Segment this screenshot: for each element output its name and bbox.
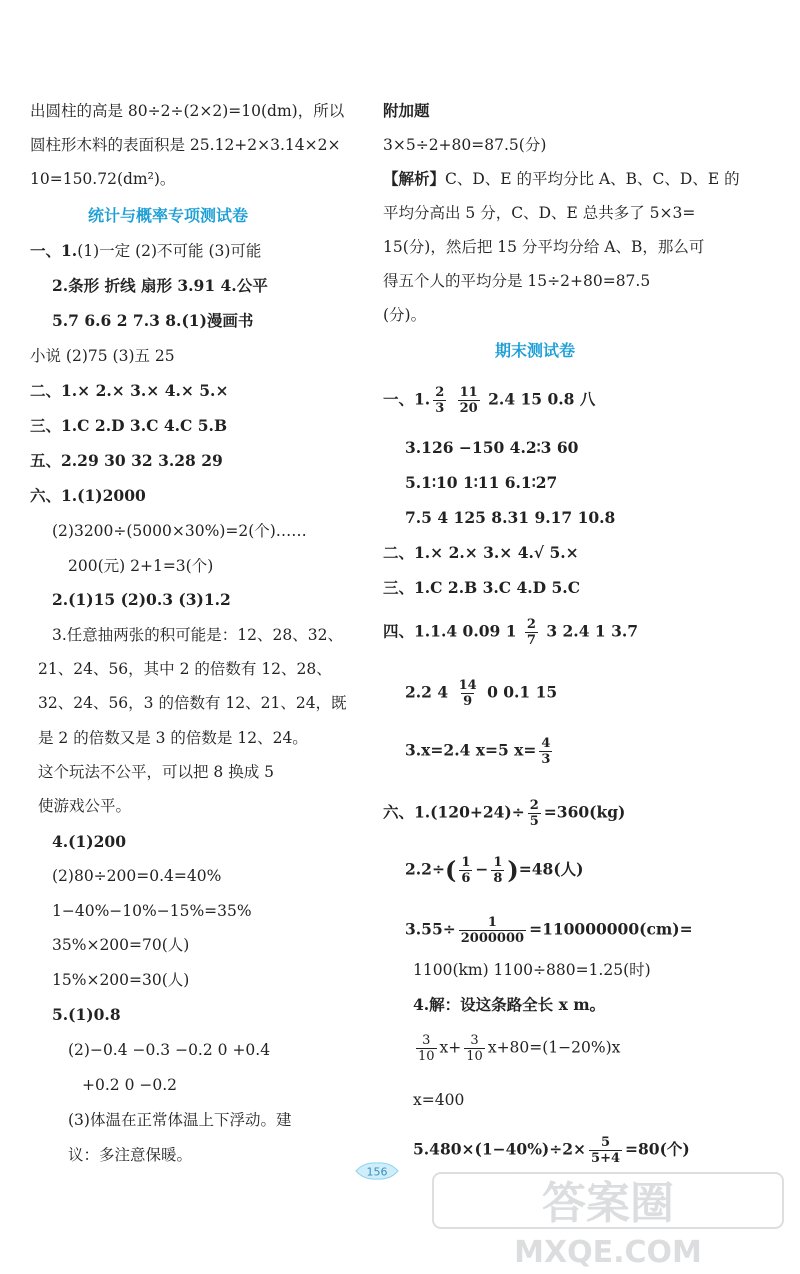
text-line [413,1135,690,1166]
text-line: (2)80÷200=0.4=40% [52,867,222,885]
fraction [457,678,479,709]
text-line: 三、1.C 2.D 3.C 4.C 5.B [30,416,228,435]
fraction-numerator: 1 [487,915,497,930]
text-line: 21、24、56，其中 2 的倍数有 12、28、 [38,660,332,678]
text-line: 议：多注意保暖。 [68,1146,193,1164]
text-line: 5.7 6.6 2 7.3 8.(1)漫画书 [52,311,254,330]
paren-open: ( [444,855,457,885]
item-text: =80(个) [625,1139,690,1159]
text-line: 这个玩法不公平，可以把 8 换成 5 [38,763,275,781]
item-text: 六、1.(120+24)÷ [383,802,525,822]
item-text: 2.2÷ [405,859,445,879]
text-line [383,385,595,416]
text-line: 使游戏公平。 [38,797,132,815]
text-line: x=400 [413,1091,465,1109]
item-text: x+80=(1−20%)x [487,1038,621,1057]
fraction [416,1033,437,1064]
text-line: 4.解：设这条路全长 x m。 [413,995,606,1014]
text-line: 小说 (2)75 (3)五 25 [30,347,175,365]
text-line: 7.5 4 125 8.31 9.17 10.8 [405,508,616,527]
text-line: 15%×200=30(人) [52,971,190,989]
page-number-badge [354,1160,400,1182]
text-line: 3×5÷2+80=87.5(分) [383,136,547,154]
text-line: 五、2.29 30 32 3.28 29 [30,451,223,470]
fraction [464,1033,485,1064]
text-line [405,678,557,709]
fraction [589,1135,622,1166]
text-line: 六、1.(1)2000 [30,486,146,505]
fraction-numerator: 5 [601,1135,611,1150]
item-text: 3.55÷ [405,919,456,939]
text-line: 1100(km) 1100÷880=1.25(时) [413,961,651,979]
fraction-numerator: 11 [459,385,478,400]
text-line [405,736,555,767]
fraction [459,855,472,886]
fraction [491,855,504,886]
item-text: C、D、E 的平均分比 A、B、C、D、E 的 [445,170,740,188]
item-text: x+ [439,1038,462,1057]
text-line: 200(元) 2+1=3(个) [68,557,214,575]
text-line [405,855,584,886]
text-line: 35%×200=70(人) [52,936,190,954]
text-line [30,240,261,262]
text-line: 2.(1)15 (2)0.3 (3)1.2 [52,590,231,609]
watermark-text: 答案圈 [542,1178,674,1229]
fraction-denominator: 8 [493,871,503,886]
item-text: 3 2.4 1 3.7 [546,621,639,641]
fraction [459,915,526,946]
item-text: 3.x=2.4 x=5 x= [405,740,537,760]
operator: − [475,859,489,879]
fraction [525,617,538,648]
text-line: 1−40%−10%−15%=35% [52,902,252,920]
text-line: 二、1.× 2.× 3.× 4.√ 5.× [383,543,579,562]
item-text: 2.2 4 [405,682,449,702]
text-line: 5.1∶10 1∶11 6.1∶27 [405,473,558,492]
fraction-denominator: 3 [435,401,445,416]
item-text: 四、1.1.4 0.09 1 [383,621,517,641]
text-line: (3)体温在正常体温上下浮动。建 [68,1111,292,1129]
text-line: (分)。 [383,306,427,324]
text-line: 出圆柱的高是 80÷2÷(2×2)=10(dm)，所以 [30,102,345,120]
fraction-numerator: 14 [458,678,477,693]
fraction-numerator: 3 [422,1033,431,1048]
item-text: =360(kg) [543,802,626,822]
fraction-denominator: 5 [529,814,539,829]
fraction [528,798,541,829]
section-title: 期末测试卷 [495,341,576,360]
fraction-denominator: 10 [466,1049,483,1064]
item-text: (1)一定 (2)不可能 (3)可能 [77,242,262,260]
text-line [383,168,740,190]
item-text: =110000000(cm)= [529,919,693,939]
item-text: 2.4 15 0.8 八 [488,389,596,409]
text-line: 4.(1)200 [52,832,126,851]
fraction-numerator: 2 [529,798,539,813]
text-line: 是 2 的倍数又是 3 的倍数是 12、24。 [38,729,308,747]
fraction-numerator: 3 [470,1033,479,1048]
watermark-logo [433,1173,783,1268]
text-line: (2)3200÷(5000×30%)=2(个)…… [52,522,307,540]
text-line: 5.(1)0.8 [52,1005,121,1024]
fraction [433,385,446,416]
text-line: 10=150.72(dm²)。 [30,170,176,188]
fraction-denominator: 9 [463,694,473,709]
analysis-label: 【解析】 [383,169,446,188]
text-line: 得五个人的平均分是 15÷2+80=87.5 [383,272,651,290]
page-number: 156 [366,1165,388,1179]
fraction [539,736,552,767]
fraction-denominator: 2000000 [460,931,525,946]
fraction-numerator: 1 [493,855,503,870]
fraction [458,385,480,416]
text-line [413,1033,620,1064]
section-title: 统计与概率专项测试卷 [88,206,249,225]
fraction-denominator: 6 [461,871,471,886]
fraction-denominator: 3 [541,752,551,767]
text-line [383,798,625,829]
item-label: 一、1. [30,241,78,260]
text-line: 三、1.C 2.B 3.C 4.D 5.C [383,578,581,597]
fraction-numerator: 2 [435,385,445,400]
fraction-denominator: 5+4 [591,1151,621,1166]
fraction-numerator: 2 [526,617,536,632]
text-line: 2.条形 折线 扇形 3.91 4.公平 [52,276,268,295]
fraction-denominator: 10 [418,1049,435,1064]
fraction-numerator: 1 [461,855,471,870]
section-heading: 附加题 [383,101,430,120]
text-line: 平均分高出 5 分，C、D、E 总共多了 5×3= [383,204,696,222]
fraction-denominator: 7 [526,633,536,648]
text-line: 32、24、56，3 的倍数有 12、21、24，既 [38,694,347,712]
text-line: 圆柱形木料的表面积是 25.12+2×3.14×2× [30,136,341,154]
watermark [428,1168,790,1268]
fraction-numerator: 4 [541,736,551,751]
item-text: 5.480×(1−40%)÷2× [413,1139,587,1159]
text-line [383,617,638,648]
text-line: 3.126 −150 4.2∶3 60 [405,438,579,457]
paren-close: ) [507,855,519,885]
text-line: (2)−0.4 −0.3 −0.2 0 +0.4 [68,1041,271,1059]
item-text: 0 0.1 15 [487,682,558,702]
text-line: 15(分)，然后把 15 分平均分给 A、B，那么可 [383,238,705,256]
fraction-denominator: 20 [459,401,478,416]
item-label: 一、1. [383,389,431,409]
text-line [405,915,693,946]
text-line: 二、1.× 2.× 3.× 4.× 5.× [30,381,229,400]
watermark-url: MXQE.COM [514,1235,702,1268]
item-text: =48(人) [518,859,584,879]
text-line: +0.2 0 −0.2 [82,1076,177,1094]
text-line: 3.任意抽两张的积可能是：12、28、32、 [52,626,343,644]
